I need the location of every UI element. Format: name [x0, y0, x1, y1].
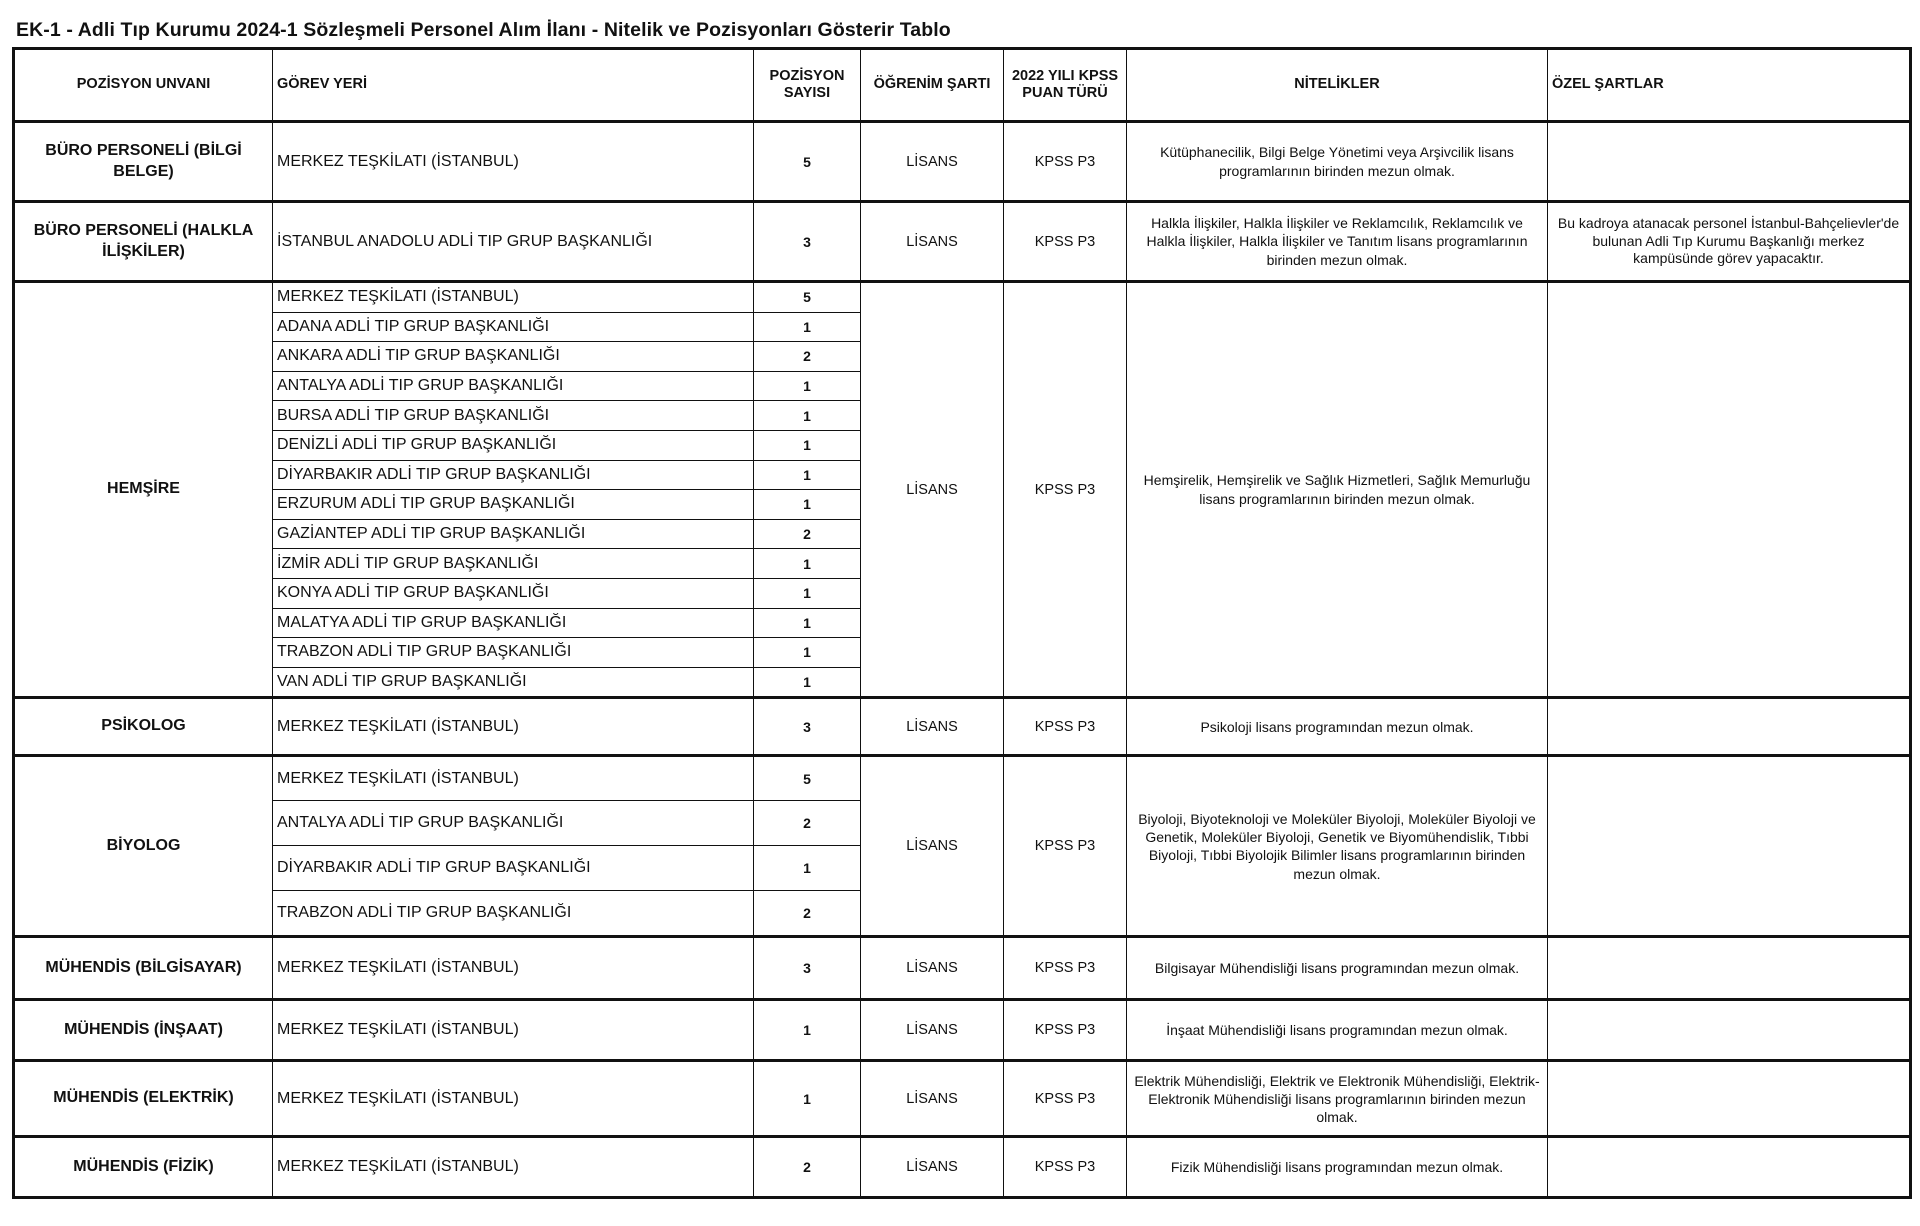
- table-header-row: [14, 49, 1911, 122]
- cell-gorev-yeri: TRABZON ADLİ TIP GRUP BAŞKANLIĞI: [273, 638, 754, 668]
- header-ozel-sartlar: ÖZEL ŞARTLAR: [1548, 49, 1911, 122]
- cell-pozisyon-sayisi: 2: [754, 1137, 861, 1198]
- table-row: [14, 1137, 1911, 1198]
- table-row: [14, 202, 1911, 282]
- cell-gorev-yeri: MERKEZ TEŞKİLATI (İSTANBUL): [273, 937, 754, 1000]
- cell-pozisyon-unvani: MÜHENDİS (ELEKTRİK): [14, 1061, 273, 1137]
- cell-ogrenim-sarti: LİSANS: [861, 122, 1004, 202]
- cell-kpss-puan-turu: KPSS P3: [1004, 1000, 1127, 1061]
- cell-nitelikler: Psikoloji lisans programından mezun olmak.: [1127, 698, 1548, 756]
- cell-nitelikler: Elektrik Mühendisliği, Elektrik ve Elektronik Mühendisliği, Elektrik-Elektronik Mühendisliği lisans programlarının birinden mezun olmak.: [1127, 1061, 1548, 1137]
- cell-ogrenim-sarti: LİSANS: [861, 937, 1004, 1000]
- cell-ogrenim-sarti: LİSANS: [861, 1000, 1004, 1061]
- cell-pozisyon-unvani: BİYOLOG: [14, 756, 273, 937]
- cell-ogrenim-sarti: LİSANS: [861, 756, 1004, 937]
- cell-pozisyon-sayisi: 2: [754, 801, 861, 846]
- cell-nitelikler: Halkla İlişkiler, Halkla İlişkiler ve Reklamcılık, Reklamcılık ve Halkla İlişkiler, Halkla İlişkiler ve Tanıtım lisans programlarının birinden mezun olmak.: [1127, 202, 1548, 282]
- cell-ozel-sartlar: [1548, 282, 1911, 698]
- cell-pozisyon-sayisi: 1: [754, 430, 861, 460]
- cell-pozisyon-sayisi: 3: [754, 937, 861, 1000]
- cell-ozel-sartlar: [1548, 1000, 1911, 1061]
- cell-pozisyon-sayisi: 1: [754, 638, 861, 668]
- cell-ogrenim-sarti: LİSANS: [861, 282, 1004, 698]
- cell-nitelikler: Biyoloji, Biyoteknoloji ve Moleküler Biyoloji, Moleküler Biyoloji ve Genetik, Moleküler Biyoloji, Genetik ve Biyomühendislik, Tıbbi Biyoloji, Tıbbi Biyolojik Bilimler lisans programlarının birinden mezun olmak.: [1127, 756, 1548, 937]
- cell-gorev-yeri: DİYARBAKIR ADLİ TIP GRUP BAŞKANLIĞI: [273, 846, 754, 891]
- header-ogrenim-sarti: ÖĞRENİM ŞARTI: [861, 49, 1004, 122]
- cell-pozisyon-sayisi: 5: [754, 282, 861, 313]
- cell-gorev-yeri: İSTANBUL ANADOLU ADLİ TIP GRUP BAŞKANLIĞI: [273, 202, 754, 282]
- cell-gorev-yeri: KONYA ADLİ TIP GRUP BAŞKANLIĞI: [273, 578, 754, 608]
- cell-gorev-yeri: BURSA ADLİ TIP GRUP BAŞKANLIĞI: [273, 401, 754, 431]
- table-row: [14, 1061, 1911, 1137]
- cell-pozisyon-sayisi: 1: [754, 667, 861, 698]
- cell-gorev-yeri: MERKEZ TEŞKİLATI (İSTANBUL): [273, 1061, 754, 1137]
- cell-nitelikler: Kütüphanecilik, Bilgi Belge Yönetimi veya Arşivcilik lisans programlarının birinden mezun olmak.: [1127, 122, 1548, 202]
- cell-nitelikler: Fizik Mühendisliği lisans programından mezun olmak.: [1127, 1137, 1548, 1198]
- cell-pozisyon-unvani: MÜHENDİS (FİZİK): [14, 1137, 273, 1198]
- cell-gorev-yeri: MERKEZ TEŞKİLATI (İSTANBUL): [273, 122, 754, 202]
- cell-pozisyon-sayisi: 5: [754, 122, 861, 202]
- table-body: [14, 122, 1911, 1198]
- cell-pozisyon-sayisi: 1: [754, 578, 861, 608]
- header-gorev-yeri: GÖREV YERİ: [273, 49, 754, 122]
- cell-gorev-yeri: ANKARA ADLİ TIP GRUP BAŞKANLIĞI: [273, 342, 754, 372]
- cell-kpss-puan-turu: KPSS P3: [1004, 202, 1127, 282]
- cell-pozisyon-sayisi: 5: [754, 756, 861, 801]
- cell-pozisyon-sayisi: 1: [754, 490, 861, 520]
- cell-gorev-yeri: ERZURUM ADLİ TIP GRUP BAŞKANLIĞI: [273, 490, 754, 520]
- header-nitelikler: NİTELİKLER: [1127, 49, 1548, 122]
- cell-ozel-sartlar: [1548, 698, 1911, 756]
- cell-pozisyon-sayisi: 1: [754, 1061, 861, 1137]
- cell-gorev-yeri: MERKEZ TEŞKİLATI (İSTANBUL): [273, 756, 754, 801]
- cell-pozisyon-unvani: PSİKOLOG: [14, 698, 273, 756]
- cell-pozisyon-unvani: HEMŞİRE: [14, 282, 273, 698]
- cell-ogrenim-sarti: LİSANS: [861, 202, 1004, 282]
- cell-pozisyon-sayisi: 3: [754, 698, 861, 756]
- cell-kpss-puan-turu: KPSS P3: [1004, 122, 1127, 202]
- cell-pozisyon-sayisi: 1: [754, 460, 861, 490]
- cell-ozel-sartlar: [1548, 1061, 1911, 1137]
- cell-pozisyon-sayisi: 1: [754, 608, 861, 638]
- cell-ozel-sartlar: [1548, 1137, 1911, 1198]
- cell-gorev-yeri: MERKEZ TEŞKİLATI (İSTANBUL): [273, 1137, 754, 1198]
- page-title: EK-1 - Adli Tıp Kurumu 2024-1 Sözleşmeli Personel Alım İlanı - Nitelik ve Pozisyonları Gösterir Tablo: [16, 19, 951, 41]
- cell-ogrenim-sarti: LİSANS: [861, 1137, 1004, 1198]
- cell-pozisyon-sayisi: 2: [754, 519, 861, 549]
- cell-kpss-puan-turu: KPSS P3: [1004, 937, 1127, 1000]
- cell-ozel-sartlar: [1548, 756, 1911, 937]
- cell-gorev-yeri: ANTALYA ADLİ TIP GRUP BAŞKANLIĞI: [273, 371, 754, 401]
- header-kpss-puan-turu: 2022 YILI KPSS PUAN TÜRÜ: [1004, 49, 1127, 122]
- table-row: [14, 756, 1911, 801]
- cell-gorev-yeri: MERKEZ TEŞKİLATI (İSTANBUL): [273, 698, 754, 756]
- cell-nitelikler: Hemşirelik, Hemşirelik ve Sağlık Hizmetleri, Sağlık Memurluğu lisans programlarının birinden mezun olmak.: [1127, 282, 1548, 698]
- cell-gorev-yeri: MALATYA ADLİ TIP GRUP BAŞKANLIĞI: [273, 608, 754, 638]
- cell-gorev-yeri: MERKEZ TEŞKİLATI (İSTANBUL): [273, 282, 754, 313]
- cell-pozisyon-sayisi: 1: [754, 371, 861, 401]
- cell-nitelikler: Bilgisayar Mühendisliği lisans programından mezun olmak.: [1127, 937, 1548, 1000]
- table-row: [14, 937, 1911, 1000]
- cell-ozel-sartlar: [1548, 122, 1911, 202]
- cell-ogrenim-sarti: LİSANS: [861, 1061, 1004, 1137]
- table-row: [14, 698, 1911, 756]
- cell-pozisyon-unvani: MÜHENDİS (BİLGİSAYAR): [14, 937, 273, 1000]
- cell-pozisyon-sayisi: 1: [754, 549, 861, 579]
- cell-pozisyon-sayisi: 3: [754, 202, 861, 282]
- cell-gorev-yeri: DENİZLİ ADLİ TIP GRUP BAŞKANLIĞI: [273, 430, 754, 460]
- cell-gorev-yeri: TRABZON ADLİ TIP GRUP BAŞKANLIĞI: [273, 891, 754, 937]
- cell-gorev-yeri: ADANA ADLİ TIP GRUP BAŞKANLIĞI: [273, 312, 754, 342]
- cell-gorev-yeri: DİYARBAKIR ADLİ TIP GRUP BAŞKANLIĞI: [273, 460, 754, 490]
- cell-kpss-puan-turu: KPSS P3: [1004, 1137, 1127, 1198]
- cell-pozisyon-unvani: BÜRO PERSONELİ (HALKLA İLİŞKİLER): [14, 202, 273, 282]
- cell-gorev-yeri: ANTALYA ADLİ TIP GRUP BAŞKANLIĞI: [273, 801, 754, 846]
- table-row: [14, 122, 1911, 202]
- cell-ozel-sartlar: [1548, 937, 1911, 1000]
- cell-kpss-puan-turu: KPSS P3: [1004, 756, 1127, 937]
- cell-gorev-yeri: VAN ADLİ TIP GRUP BAŞKANLIĞI: [273, 667, 754, 698]
- header-pozisyon-sayisi: POZİSYON SAYISI: [754, 49, 861, 122]
- cell-gorev-yeri: İZMİR ADLİ TIP GRUP BAŞKANLIĞI: [273, 549, 754, 579]
- table-row: [14, 1000, 1911, 1061]
- cell-pozisyon-sayisi: 1: [754, 846, 861, 891]
- cell-pozisyon-unvani: MÜHENDİS (İNŞAAT): [14, 1000, 273, 1061]
- cell-gorev-yeri: GAZİANTEP ADLİ TIP GRUP BAŞKANLIĞI: [273, 519, 754, 549]
- cell-nitelikler: İnşaat Mühendisliği lisans programından mezun olmak.: [1127, 1000, 1548, 1061]
- cell-pozisyon-sayisi: 1: [754, 312, 861, 342]
- positions-table: [12, 47, 1912, 1199]
- cell-pozisyon-sayisi: 1: [754, 401, 861, 431]
- cell-pozisyon-sayisi: 1: [754, 1000, 861, 1061]
- cell-ozel-sartlar: Bu kadroya atanacak personel İstanbul-Bahçelievler'de bulunan Adli Tıp Kurumu Başkanlığı merkez kampüsünde görev yapacaktır.: [1548, 202, 1911, 282]
- table-row: [14, 282, 1911, 313]
- cell-kpss-puan-turu: KPSS P3: [1004, 282, 1127, 698]
- cell-pozisyon-sayisi: 2: [754, 891, 861, 937]
- header-pozisyon-unvani: POZİSYON UNVANI: [14, 49, 273, 122]
- cell-pozisyon-unvani: BÜRO PERSONELİ (BİLGİ BELGE): [14, 122, 273, 202]
- cell-kpss-puan-turu: KPSS P3: [1004, 698, 1127, 756]
- cell-pozisyon-sayisi: 2: [754, 342, 861, 372]
- cell-kpss-puan-turu: KPSS P3: [1004, 1061, 1127, 1137]
- cell-ogrenim-sarti: LİSANS: [861, 698, 1004, 756]
- cell-gorev-yeri: MERKEZ TEŞKİLATI (İSTANBUL): [273, 1000, 754, 1061]
